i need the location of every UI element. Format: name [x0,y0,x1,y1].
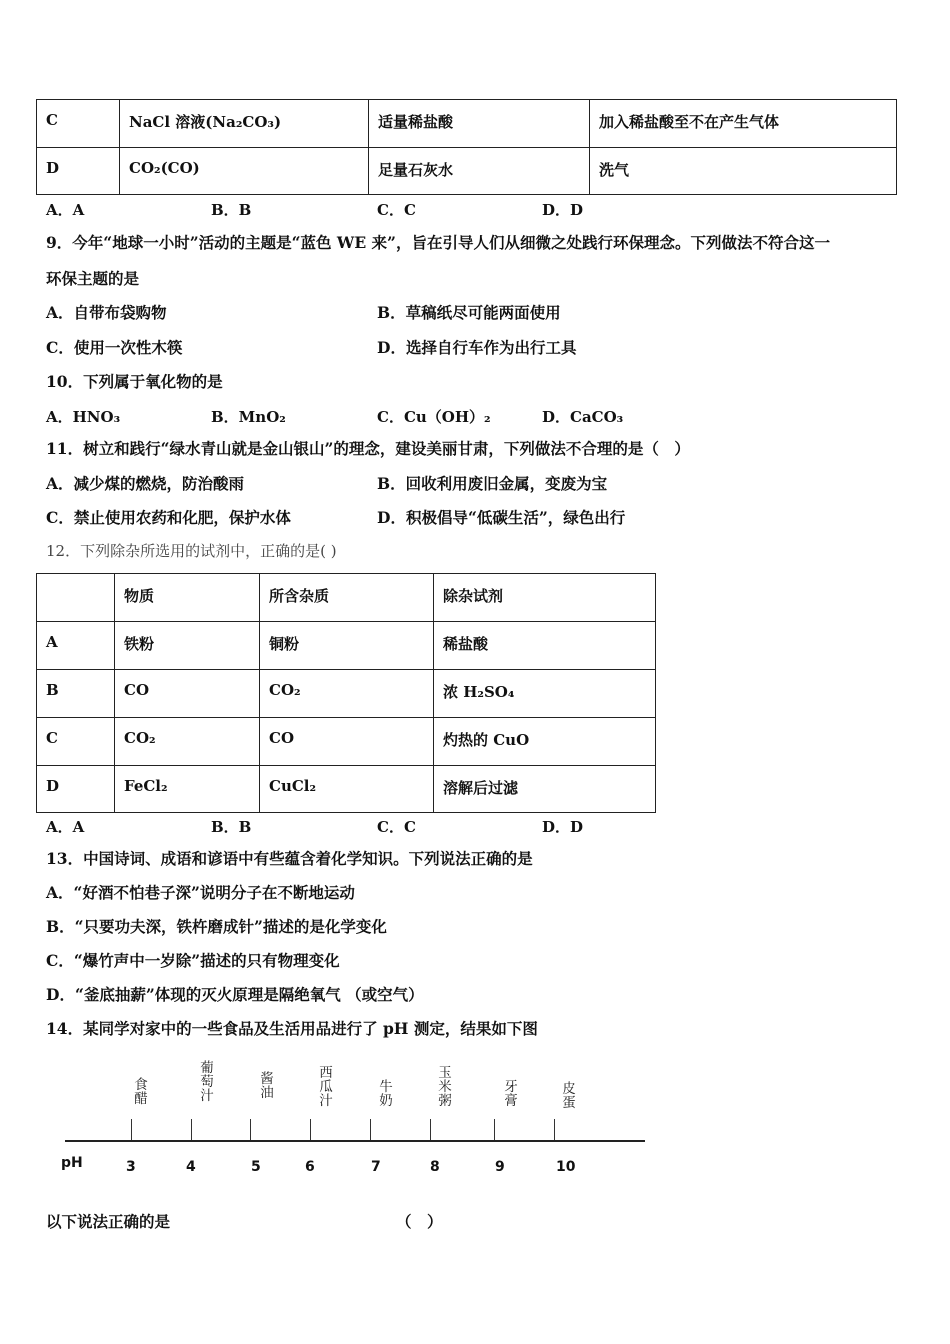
tick-mark [310,1119,311,1141]
table-cell: CO₂ [260,670,434,718]
table-cell: FeCl₂ [115,766,260,813]
question-12-option-c: C．C [377,818,416,836]
item-label-milk: 牛奶 [379,1079,393,1109]
table-row [37,100,897,148]
tick-mark [554,1119,555,1141]
table-cell: 洗气 [590,148,897,195]
item-label-watermelon-juice: 西瓜汁 [319,1065,333,1109]
question-9-option-d: D．选择自行车作为出行工具 [377,338,577,357]
table-row [37,766,656,813]
tick-mark [430,1119,431,1141]
item-label-vinegar: 食醋 [134,1077,148,1107]
table-cell: CO [115,670,260,718]
question-10-stem: 10．下列属于氧化物的是 [46,372,223,391]
question-12-option-a: A．A [46,818,85,836]
table-row [37,718,656,766]
question-12-option-d: D．D [542,818,584,836]
tick-label: 9 [495,1159,505,1175]
table-cell: B [37,670,115,718]
impurity-table-continued [36,99,897,195]
option-a: A．A [46,201,85,219]
question-12-option-b: B．B [211,818,252,836]
tick-label: 6 [305,1159,315,1175]
option-d: D．D [542,201,584,219]
question-13-stem: 13．中国诗词、成语和谚语中有些蕴含着化学知识。下列说法正确的是 [46,849,533,868]
option-b: B．B [211,201,252,219]
tick-mark [250,1119,251,1141]
question-10-option-b: B．MnO₂ [211,408,286,426]
question-14-stem: 14．某同学对家中的一些食品及生活用品进行了 pH 测定，结果如下图 [46,1019,538,1038]
tick-mark [494,1119,495,1141]
table-row [37,148,897,195]
question-10-option-a: A．HNO₃ [46,408,121,426]
tick-label: 3 [126,1159,136,1175]
tick-mark [370,1119,371,1141]
question-11-stem: 11．树立和践行“绿水青山就是金山银山”的理念，建设美丽甘肃，下列做法不合理的是（ ） [46,439,690,458]
table-cell: NaCl 溶液(Na₂CO₃) [120,100,369,148]
table-cell: 适量稀盐酸 [369,100,590,148]
tick-label: 10 [556,1159,576,1175]
question-12-stem: 12．下列除杂所选用的试剂中，正确的是( ) [46,542,337,560]
table-cell: 铜粉 [260,622,434,670]
item-label-preserved-egg: 皮蛋 [562,1081,576,1111]
option-c: C．C [377,201,416,219]
tick-label: 4 [186,1159,196,1175]
ph-axis-label: pH [61,1155,83,1171]
table-cell: C [37,100,120,148]
impurity-table [36,573,656,813]
question-9-stem-cont: 环保主题的是 [46,269,140,288]
table-cell: 灼热的 CuO [434,718,656,766]
question-11-option-a: A．减少煤的燃烧，防治酸雨 [46,474,245,493]
question-11-option-d: D．积极倡导“低碳生活”，绿色出行 [377,508,626,527]
tick-mark [191,1119,192,1141]
question-13-option-a: A．“好酒不怕巷子深”说明分子在不断地运动 [46,883,355,902]
question-13-option-c: C．“爆竹声中一岁除”描述的只有物理变化 [46,951,340,970]
table-cell: A [37,622,115,670]
question-10-option-d: D．CaCO₃ [542,408,624,426]
item-label-corn-porridge: 玉米粥 [438,1065,452,1109]
question-9-option-c: C．使用一次性木筷 [46,338,183,357]
question-11-option-c: C．禁止使用农药和化肥，保护水体 [46,508,291,527]
table-cell: 足量石灰水 [369,148,590,195]
question-11-option-b: B．回收利用废旧金属，变废为宝 [377,474,608,493]
ph-axis-line [65,1140,645,1142]
question-9-option-a: A．自带布袋购物 [46,303,167,322]
table-cell: 稀盐酸 [434,622,656,670]
question-13-option-d: D．“釜底抽薪”体现的灭火原理是隔绝氧气 （或空气） [46,985,424,1004]
table-cell: D [37,148,120,195]
header-cell [37,574,115,622]
table-cell: D [37,766,115,813]
table-header-row [37,574,656,622]
tick-label: 5 [251,1159,261,1175]
question-10-option-c: C．Cu（OH）₂ [377,408,491,426]
answer-blank: （ ） [396,1212,443,1231]
table-row [37,670,656,718]
item-label-toothpaste: 牙膏 [504,1079,518,1109]
item-label-grape-juice: 葡萄汁 [200,1060,214,1104]
tick-label: 7 [371,1159,381,1175]
table-cell: CO₂ [115,718,260,766]
question-14-followup: 以下说法正确的是 [46,1212,171,1231]
table-cell: CO₂(CO) [120,148,369,195]
item-label-soy-sauce: 酱油 [260,1071,274,1101]
table-cell: CO [260,718,434,766]
table-cell: C [37,718,115,766]
question-9-stem: 9．今年“地球一小时”活动的主题是“蓝色 WE 来”，旨在引导人们从细微之处践行环保理念。下列做法不符合这一 [46,233,830,252]
question-9-option-b: B．草稿纸尽可能两面使用 [377,303,561,322]
question-13-option-b: B．“只要功夫深，铁杵磨成针”描述的是化学变化 [46,917,387,936]
table-cell: 铁粉 [115,622,260,670]
header-cell: 除杂试剂 [434,574,656,622]
table-cell: 浓 H₂SO₄ [434,670,656,718]
table-cell: 溶解后过滤 [434,766,656,813]
table-cell: 加入稀盐酸至不在产生气体 [590,100,897,148]
header-cell: 物质 [115,574,260,622]
tick-label: 8 [430,1159,440,1175]
tick-mark [131,1119,132,1141]
table-cell: CuCl₂ [260,766,434,813]
table-row [37,622,656,670]
header-cell: 所含杂质 [260,574,434,622]
